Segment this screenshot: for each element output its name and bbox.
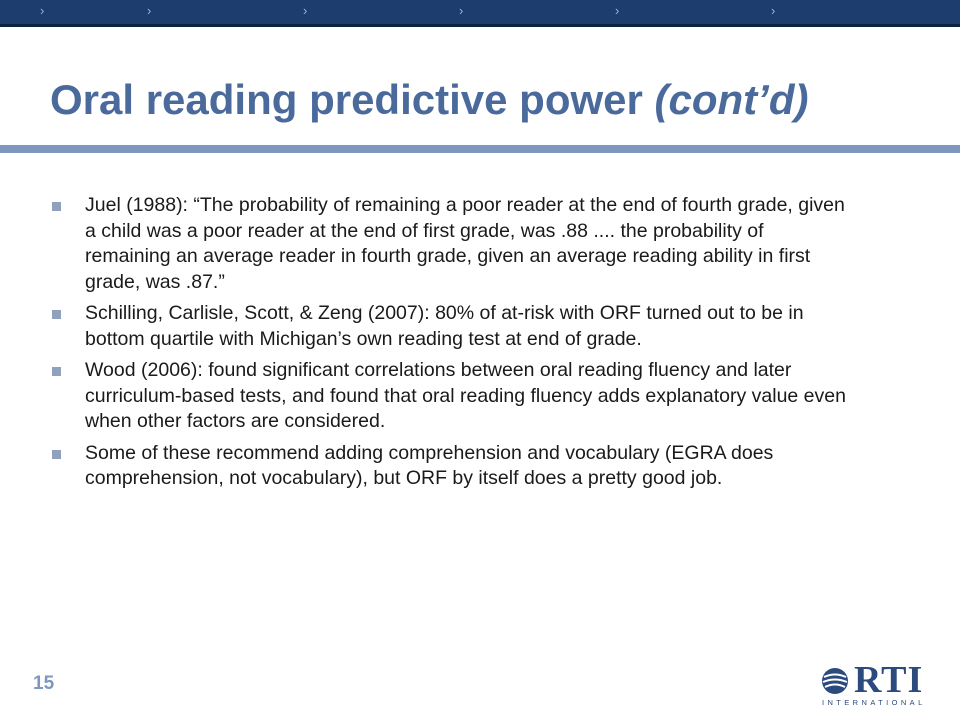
rti-logo bbox=[818, 659, 926, 710]
square-bullet-icon bbox=[52, 310, 61, 319]
square-bullet-icon bbox=[52, 367, 61, 376]
bullet-item bbox=[52, 441, 852, 492]
header-divider bbox=[0, 24, 960, 27]
chevron-right-icon: › bbox=[40, 3, 45, 18]
chevron-right-icon: › bbox=[459, 3, 464, 18]
bullet-text: Wood (2006): found significant correlations between oral reading fluency and later curriculum-based tests, and found that oral reading fluency adds explanatory value even when other factors are considered. bbox=[85, 359, 846, 432]
bullet-text: Schilling, Carlisle, Scott, & Zeng (2007): 80% of at-risk with ORF turned out to be in bottom quartile with Michigan’s own reading test at end of grade. bbox=[85, 302, 804, 350]
page-number: 15 bbox=[33, 673, 55, 694]
square-bullet-icon bbox=[52, 450, 61, 459]
chevron-right-icon: › bbox=[615, 3, 620, 18]
slide-title bbox=[50, 76, 808, 124]
title-rule bbox=[0, 145, 960, 153]
chevron-right-icon: › bbox=[303, 3, 308, 18]
slide-title-italic: (cont’d) bbox=[654, 76, 809, 123]
header-band bbox=[0, 0, 960, 24]
bullet-item bbox=[52, 301, 852, 352]
square-bullet-icon bbox=[52, 202, 61, 211]
logo-wordmark: RTI bbox=[854, 659, 924, 701]
bullet-item bbox=[52, 193, 852, 295]
bullet-text: Juel (1988): “The probability of remaining a poor reader at the end of fourth grade, given a child was a poor reader at the end of first grade, was .88 .... the probability of remaining an average reader in fourth grade, given an average reading ability in first grade, was .87.” bbox=[85, 194, 845, 293]
globe-mark-icon bbox=[820, 666, 850, 696]
chevron-right-icon: › bbox=[147, 3, 152, 18]
slide-title-main: Oral reading predictive power bbox=[50, 76, 655, 123]
chevron-right-icon: › bbox=[771, 3, 776, 18]
logo-subtitle: INTERNATIONAL bbox=[822, 698, 926, 707]
bullet-text: Some of these recommend adding comprehension and vocabulary (EGRA does comprehension, not vocabulary), but ORF by itself does a pretty good job. bbox=[85, 441, 774, 489]
bullet-list bbox=[52, 193, 852, 498]
bullet-item bbox=[52, 358, 852, 435]
